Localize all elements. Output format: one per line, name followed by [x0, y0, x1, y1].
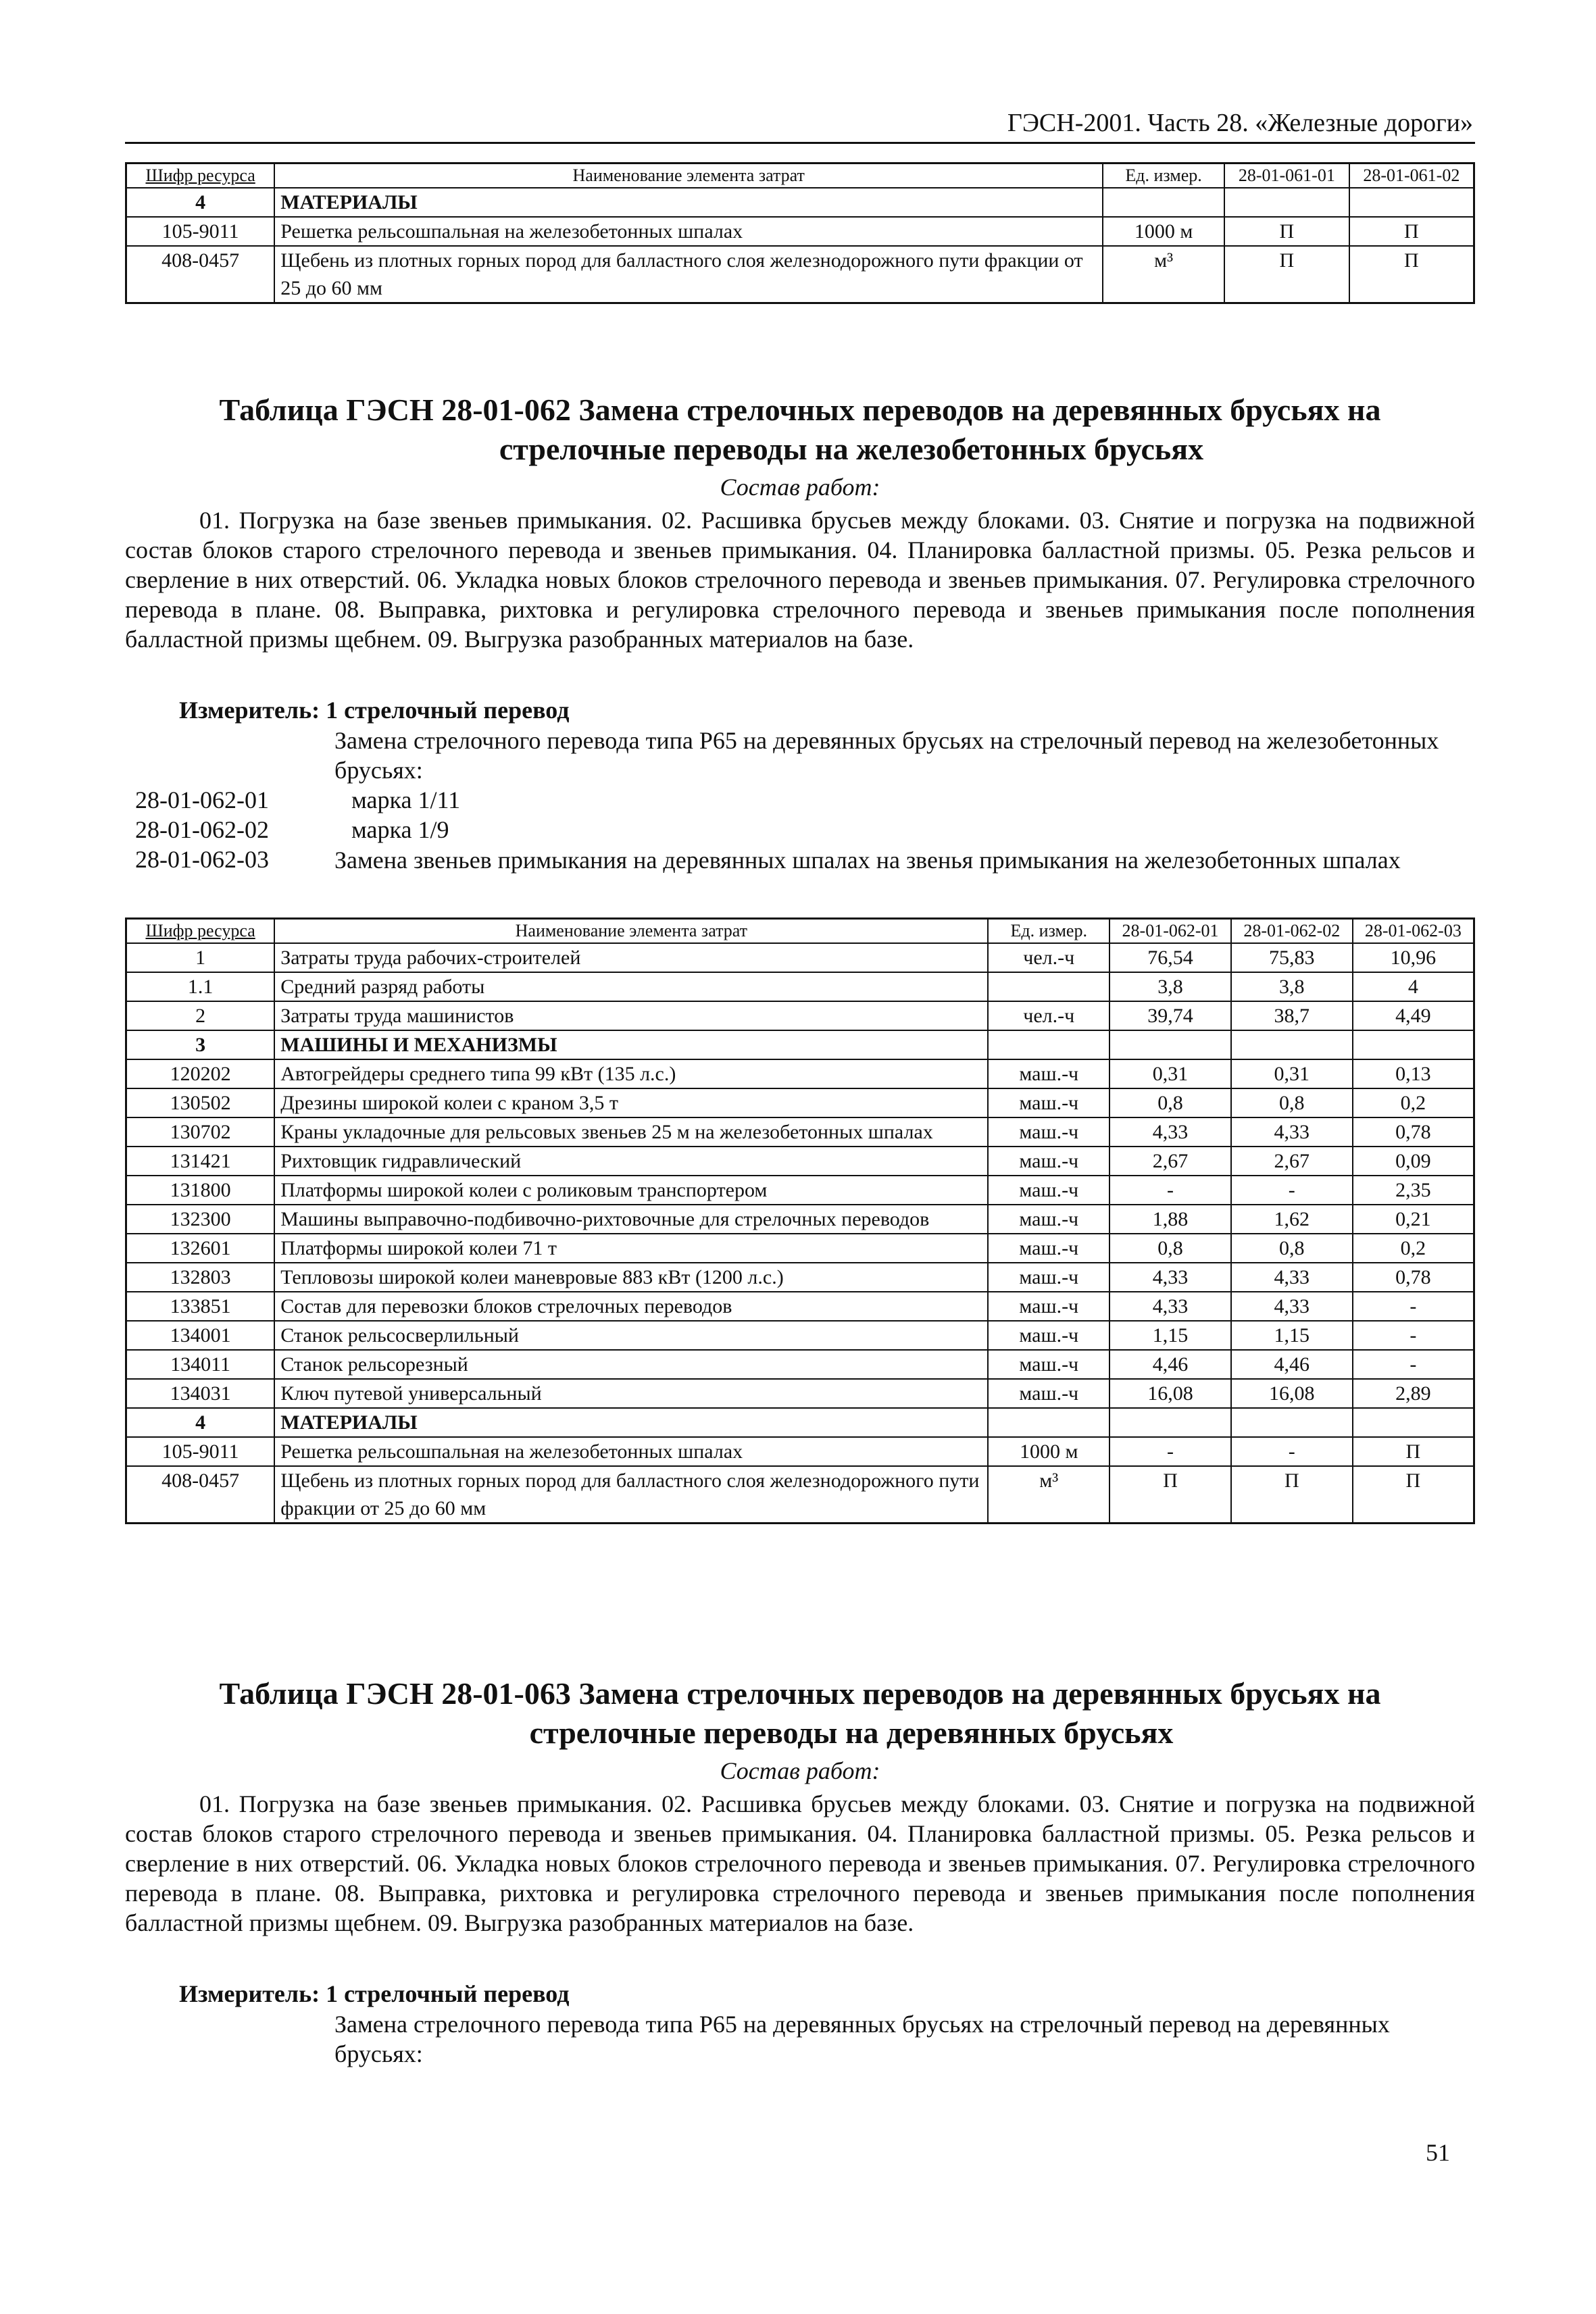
cell-value-2: 1,15 — [1231, 1321, 1353, 1350]
table-062-title-line1: Таблица ГЭСН 28-01-062 Замена стрелочных переводов на деревянных брусьях на — [219, 393, 1381, 427]
cell-value-3: 0,78 — [1353, 1117, 1474, 1147]
table-062-body — [126, 943, 1474, 1524]
cell-name: Решетка рельсошпальная на железобетонных шпалах — [274, 1437, 988, 1466]
cell-value-3: - — [1353, 1292, 1474, 1321]
cell-value-2: 4,46 — [1231, 1350, 1353, 1379]
cell-unit: чел.-ч — [988, 1001, 1109, 1030]
cell-value-1: 4,33 — [1109, 1117, 1231, 1147]
cell-code: 105-9011 — [126, 1437, 275, 1466]
col-header-code: Шифр ресурса — [126, 919, 275, 944]
cell-value-3: П — [1353, 1437, 1474, 1466]
col-header-061-02: 28-01-061-02 — [1349, 164, 1474, 188]
cell-unit: маш.-ч — [988, 1147, 1109, 1176]
table-row — [126, 1030, 1474, 1059]
cell-value-2: 0,8 — [1231, 1234, 1353, 1263]
col-header-unit: Ед. измер. — [1103, 164, 1224, 188]
cell-code: 3 — [126, 1030, 275, 1059]
cell-name: МАШИНЫ И МЕХАНИЗМЫ — [274, 1030, 988, 1059]
table-row — [126, 1001, 1474, 1030]
cell-value-3: 0,21 — [1353, 1205, 1474, 1234]
cell-value-1: П — [1224, 217, 1349, 246]
cell-name: Состав для перевозки блоков стрелочных переводов — [274, 1292, 988, 1321]
cell-unit: маш.-ч — [988, 1350, 1109, 1379]
page-number: 51 — [1426, 2139, 1450, 2166]
cell-code: 408-0457 — [126, 1466, 275, 1524]
works-label-063: Состав работ: — [720, 1757, 880, 1784]
cell-code: 131800 — [126, 1176, 275, 1205]
cell-code: 130502 — [126, 1088, 275, 1117]
table-row — [126, 246, 1474, 303]
table-061 — [125, 162, 1475, 304]
cell-value-2: 4,33 — [1231, 1292, 1353, 1321]
cell-name: Платформы широкой колеи 71 т — [274, 1234, 988, 1263]
cell-code: 132300 — [126, 1205, 275, 1234]
cell-value-2: 0,31 — [1231, 1059, 1353, 1088]
cell-value-3 — [1353, 1030, 1474, 1059]
cell-name: Затраты труда машинистов — [274, 1001, 988, 1030]
cell-value-1: 1,88 — [1109, 1205, 1231, 1234]
table-063-title-line1: Таблица ГЭСН 28-01-063 Замена стрелочных переводов на деревянных брусьях на — [219, 1676, 1381, 1711]
col-header-062-01: 28-01-062-01 — [1109, 919, 1231, 944]
table-header-row — [126, 919, 1474, 944]
cell-value-2 — [1231, 1408, 1353, 1437]
cell-unit — [988, 972, 1109, 1001]
col-header-name: Наименование элемента затрат — [274, 164, 1103, 188]
cell-value-2: 4,33 — [1231, 1263, 1353, 1292]
table-row — [126, 1176, 1474, 1205]
cell-name: Автогрейдеры среднего типа 99 кВт (135 л.с.) — [274, 1059, 988, 1088]
cell-value-2: 75,83 — [1231, 943, 1353, 972]
cell-name: МАТЕРИАЛЫ — [274, 1408, 988, 1437]
cell-value-2: 4,33 — [1231, 1117, 1353, 1147]
cell-name: Решетка рельсошпальная на железобетонных шпалах — [274, 217, 1103, 246]
measure-062: Измеритель: 1 стрелочный перевод — [179, 697, 570, 724]
cell-value-1: 16,08 — [1109, 1379, 1231, 1408]
cell-name: Средний разряд работы — [274, 972, 988, 1001]
cell-value-2: П — [1349, 217, 1474, 246]
cell-value-1: П — [1224, 246, 1349, 303]
running-header: ГЭСН-2001. Часть 28. «Железные дороги» — [1007, 109, 1473, 137]
cell-name: Щебень из плотных горных пород для балластного слоя железнодорожного пути фракции от 25 до 60 мм — [274, 1466, 988, 1524]
cell-value-1: 4,46 — [1109, 1350, 1231, 1379]
table-row — [126, 1205, 1474, 1234]
cell-value-3: П — [1353, 1466, 1474, 1524]
cell-value-1 — [1109, 1408, 1231, 1437]
cell-value-2: П — [1231, 1466, 1353, 1524]
cell-value-2: 1,62 — [1231, 1205, 1353, 1234]
description-062: Замена стрелочного перевода типа Р65 на деревянных брусьях на стрелочный перевод на железобетонных брусьях: — [334, 727, 1439, 784]
cell-value-3: 0,2 — [1353, 1088, 1474, 1117]
table-row — [126, 188, 1474, 217]
table-row — [126, 1350, 1474, 1379]
cell-value-1: П — [1109, 1466, 1231, 1524]
cell-value-3: 2,35 — [1353, 1176, 1474, 1205]
table-row — [126, 1408, 1474, 1437]
cell-code: 4 — [126, 1408, 275, 1437]
cell-value-1: 4,33 — [1109, 1263, 1231, 1292]
cell-value-2: 38,7 — [1231, 1001, 1353, 1030]
cell-value-1: 1,15 — [1109, 1321, 1231, 1350]
cell-unit: 1000 м — [1103, 217, 1224, 246]
table-062-title-line2: стрелочные переводы на железобетонных брусьях — [499, 432, 1204, 466]
table-row — [126, 217, 1474, 246]
cell-unit: маш.-ч — [988, 1117, 1109, 1147]
col-header-unit: Ед. измер. — [988, 919, 1109, 944]
cell-value-3: 0,78 — [1353, 1263, 1474, 1292]
cell-value-1: - — [1109, 1437, 1231, 1466]
cell-unit: маш.-ч — [988, 1088, 1109, 1117]
col-header-code: Шифр ресурса — [126, 164, 275, 188]
description-063: Замена стрелочного перевода типа Р65 на деревянных брусьях на стрелочный перевод на деревянных брусьях: — [334, 2011, 1390, 2067]
header-rule — [125, 142, 1475, 144]
cell-value-1: 2,67 — [1109, 1147, 1231, 1176]
cell-value-2: - — [1231, 1176, 1353, 1205]
cell-unit: маш.-ч — [988, 1263, 1109, 1292]
cell-code: 132803 — [126, 1263, 275, 1292]
cell-value-3: 0,13 — [1353, 1059, 1474, 1088]
cell-name: Тепловозы широкой колеи маневровые 883 кВт (1200 л.с.) — [274, 1263, 988, 1292]
cell-code: 130702 — [126, 1117, 275, 1147]
cell-unit — [1103, 188, 1224, 217]
cell-name: МАТЕРИАЛЫ — [274, 188, 1103, 217]
cell-name: Дрезины широкой колеи с краном 3,5 т — [274, 1088, 988, 1117]
cell-code: 120202 — [126, 1059, 275, 1088]
cell-code: 4 — [126, 188, 275, 217]
cell-value-1: 0,8 — [1109, 1234, 1231, 1263]
table-row — [126, 943, 1474, 972]
cell-unit: маш.-ч — [988, 1292, 1109, 1321]
cell-value-2: 3,8 — [1231, 972, 1353, 1001]
table-063-title-line2: стрелочные переводы на деревянных брусьях — [529, 1715, 1174, 1750]
cell-value-1: 0,31 — [1109, 1059, 1231, 1088]
works-text-063: 01. Погрузка на базе звеньев примыкания. 02. Расшивка брусьев между блоками. 03. Снятие и погрузка на подвижной состав блоков старого стрелочного перевода и звеньев примыкания. 04. Планировка балластной призмы. 05. Резка рельсов и сверление в них отверстий. 06. Укладка новых блоков стрелочного перевода и звеньев примыкания. 07. Регулировка стрелочного перевода в плане. 08. Выправка, рихтовка и регулировка стрелочного перевода и звеньев примыкания после пополнения балластной призмы щебнем. 09. Выгрузка разобранных материалов на базе. — [125, 1790, 1475, 1936]
cell-unit: м³ — [1103, 246, 1224, 303]
col-header-062-02: 28-01-062-02 — [1231, 919, 1353, 944]
cell-value-2: 2,67 — [1231, 1147, 1353, 1176]
code-062-02-text: марка 1/9 — [351, 816, 449, 843]
works-text-062: 01. Погрузка на базе звеньев примыкания. 02. Расшивка брусьев между блоками. 03. Снятие и погрузка на подвижной состав блоков старого стрелочного перевода и звеньев примыкания. 04. Планировка балластной призмы. 05. Резка рельсов и сверление в них отверстий. 06. Укладка новых блоков стрелочного перевода и звеньев примыкания. 07. Регулировка стрелочного перевода в плане. 08. Выправка, рихтовка и регулировка стрелочного перевода и звеньев примыкания после пополнения балластной призмы щебнем. 09. Выгрузка разобранных материалов на базе. — [125, 507, 1475, 653]
cell-unit: маш.-ч — [988, 1379, 1109, 1408]
cell-value-1: 0,8 — [1109, 1088, 1231, 1117]
cell-name: Краны укладочные для рельсовых звеньев 25 м на железобетонных шпалах — [274, 1117, 988, 1147]
col-header-name: Наименование элемента затрат — [274, 919, 988, 944]
cell-unit: м³ — [988, 1466, 1109, 1524]
measure-063: Измеритель: 1 стрелочный перевод — [179, 1980, 570, 2007]
cell-value-2 — [1231, 1030, 1353, 1059]
table-row — [126, 1292, 1474, 1321]
cell-value-2: П — [1349, 246, 1474, 303]
cell-unit: маш.-ч — [988, 1176, 1109, 1205]
cell-value-3: 4,49 — [1353, 1001, 1474, 1030]
cell-unit — [988, 1408, 1109, 1437]
table-row — [126, 1437, 1474, 1466]
cell-unit: маш.-ч — [988, 1205, 1109, 1234]
cell-value-2: 16,08 — [1231, 1379, 1353, 1408]
cell-unit — [988, 1030, 1109, 1059]
table-row — [126, 1088, 1474, 1117]
cell-code: 132601 — [126, 1234, 275, 1263]
cell-name: Машины выправочно-подбивочно-рихтовочные для стрелочных переводов — [274, 1205, 988, 1234]
col-header-062-03: 28-01-062-03 — [1353, 919, 1474, 944]
cell-code: 1.1 — [126, 972, 275, 1001]
col-header-061-01: 28-01-061-01 — [1224, 164, 1349, 188]
cell-code: 134011 — [126, 1350, 275, 1379]
cell-value-2: - — [1231, 1437, 1353, 1466]
cell-value-3: 10,96 — [1353, 943, 1474, 972]
code-062-03: 28-01-062-03 — [135, 846, 269, 873]
cell-value-1 — [1109, 1030, 1231, 1059]
cell-code: 105-9011 — [126, 217, 275, 246]
cell-unit: маш.-ч — [988, 1234, 1109, 1263]
cell-value-3: - — [1353, 1321, 1474, 1350]
table-row — [126, 1379, 1474, 1408]
table-row — [126, 1263, 1474, 1292]
cell-unit: маш.-ч — [988, 1059, 1109, 1088]
cell-value-3 — [1353, 1408, 1474, 1437]
cell-name: Станок рельсосверлильный — [274, 1321, 988, 1350]
code-062-03-text: Замена звеньев примыкания на деревянных шпалах на звенья примыкания на железобетонных шпалах — [334, 847, 1401, 874]
cell-value-2 — [1349, 188, 1474, 217]
table-header-row — [126, 164, 1474, 188]
table-row — [126, 1117, 1474, 1147]
table-row — [126, 1147, 1474, 1176]
cell-name: Ключ путевой универсальный — [274, 1379, 988, 1408]
works-label-062: Состав работ: — [720, 474, 880, 501]
cell-code: 134001 — [126, 1321, 275, 1350]
table-062 — [125, 917, 1475, 1524]
cell-code: 131421 — [126, 1147, 275, 1176]
table-row — [126, 1234, 1474, 1263]
table-061-body — [126, 188, 1474, 303]
cell-value-3: 0,09 — [1353, 1147, 1474, 1176]
cell-value-3: 0,2 — [1353, 1234, 1474, 1263]
cell-value-1: 3,8 — [1109, 972, 1231, 1001]
cell-name: Станок рельсорезный — [274, 1350, 988, 1379]
cell-value-1: 39,74 — [1109, 1001, 1231, 1030]
code-062-01-text: марка 1/11 — [351, 786, 461, 813]
code-062-01: 28-01-062-01 — [135, 786, 269, 813]
cell-value-1 — [1224, 188, 1349, 217]
cell-value-1: 76,54 — [1109, 943, 1231, 972]
table-row — [126, 1059, 1474, 1088]
cell-name: Платформы широкой колеи с роликовым транспортером — [274, 1176, 988, 1205]
cell-code: 408-0457 — [126, 246, 275, 303]
cell-code: 134031 — [126, 1379, 275, 1408]
cell-value-3: 2,89 — [1353, 1379, 1474, 1408]
cell-name: Затраты труда рабочих-строителей — [274, 943, 988, 972]
cell-code: 133851 — [126, 1292, 275, 1321]
cell-unit: чел.-ч — [988, 943, 1109, 972]
cell-code: 1 — [126, 943, 275, 972]
cell-unit: 1000 м — [988, 1437, 1109, 1466]
cell-value-2: 0,8 — [1231, 1088, 1353, 1117]
cell-value-3: - — [1353, 1350, 1474, 1379]
code-062-02: 28-01-062-02 — [135, 816, 269, 843]
cell-value-1: 4,33 — [1109, 1292, 1231, 1321]
table-row — [126, 1321, 1474, 1350]
table-row — [126, 972, 1474, 1001]
cell-unit: маш.-ч — [988, 1321, 1109, 1350]
cell-value-1: - — [1109, 1176, 1231, 1205]
cell-code: 2 — [126, 1001, 275, 1030]
cell-name: Щебень из плотных горных пород для балластного слоя железнодорожного пути фракции от 25 до 60 мм — [274, 246, 1103, 303]
cell-name: Рихтовщик гидравлический — [274, 1147, 988, 1176]
cell-value-3: 4 — [1353, 972, 1474, 1001]
table-row — [126, 1466, 1474, 1524]
